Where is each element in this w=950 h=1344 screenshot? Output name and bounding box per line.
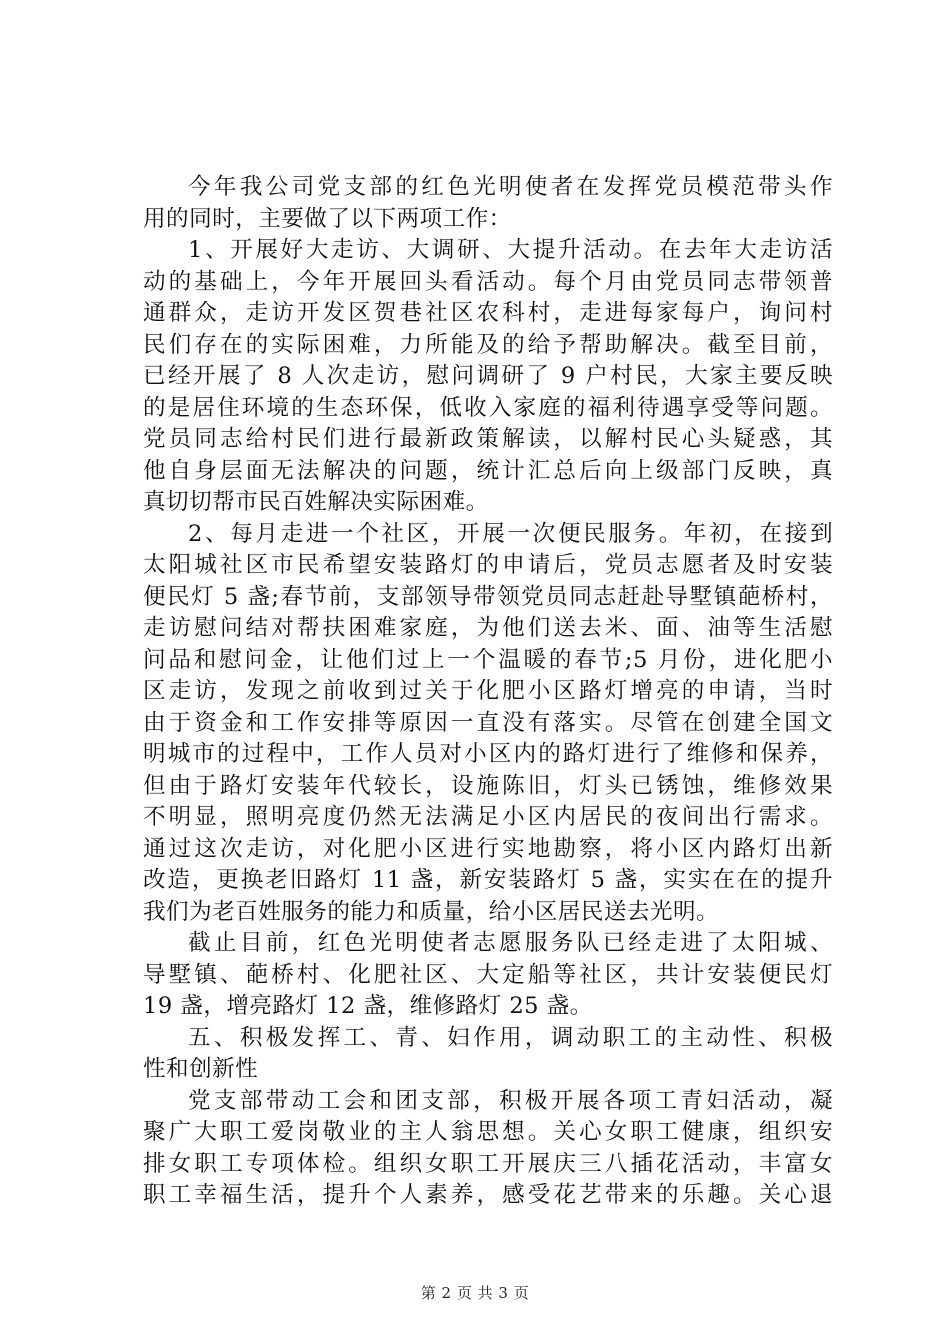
text-line: 党员同志给村民们进行最新政策解读，以解村民心头疑惑，其 — [143, 426, 833, 452]
text-line: 2、每月走进一个社区，开展一次便民服务。年初，在接到 — [188, 520, 833, 547]
text-line: 通过这次走访，对化肥小区进行实地勘察，将小区内路灯出新 — [143, 835, 833, 862]
text-line: 截止目前，红色光明使者志愿服务队已经走进了太阳城、 — [188, 930, 833, 956]
text-line: 但由于路灯安装年代较长，设施陈旧，灯头已锈蚀，维修效果 — [143, 772, 833, 799]
text-line: 今年我公司党支部的红色光明使者在发挥党员模范带头作 — [188, 174, 833, 200]
text-line: 的是居住环境的生态环保，低收入家庭的福利待遇享受等问题。 — [143, 394, 833, 421]
text-line: 改造，更换老旧路灯 11 盏，新安装路灯 5 盏，实实在在的提升 — [143, 867, 833, 893]
text-line: 通群众，走访开发区贺巷社区农科村，走进每家每户，询问村 — [143, 300, 833, 326]
text-line: 区走访，发现之前收到过关于化肥小区路灯增亮的申请，当时 — [143, 678, 833, 704]
page-footer: 第 2 页 共 3 页 — [420, 1284, 530, 1302]
text-line: 聚广大职工爱岗敬业的主人翁思想。关心女职工健康，组织安 — [143, 1119, 833, 1145]
text-line: 导墅镇、葩桥村、化肥社区、大定船等社区，共计安装便民灯 — [143, 961, 833, 988]
text-line: 已经开展了 8 人次走访，慰问调研了 9 户村民，大家主要反映 — [143, 363, 833, 389]
text-line: 问品和慰问金，让他们过上一个温暖的春节;5 月份，进化肥小 — [143, 646, 833, 673]
text-line: 用的同时，主要做了以下两项工作： — [143, 205, 512, 232]
text-line: 我们为老百姓服务的能力和质量，给小区居民送去光明。 — [143, 898, 720, 925]
text-line: 五、积极发挥工、青、妇作用，调动职工的主动性、积极 — [188, 1024, 833, 1051]
text-line: 明城市的过程中，工作人员对小区内的路灯进行了维修和保养， — [143, 741, 833, 767]
text-line: 不明显，照明亮度仍然无法满足小区内居民的夜间出行需求。 — [143, 804, 833, 830]
text-line: 民们存在的实际困难，力所能及的给予帮助解决。截至目前， — [143, 331, 833, 358]
text-line: 职工幸福生活，提升个人素养，感受花艺带来的乐趣。关心退 — [143, 1182, 833, 1208]
text-line: 便民灯 5 盏;春节前，支部领导带领党员同志赶赴导墅镇葩桥村， — [143, 583, 833, 610]
text-line: 党支部带动工会和团支部，积极开展各项工青妇活动，凝 — [188, 1087, 833, 1114]
text-line: 19 盏，增亮路灯 12 盏，维修路灯 25 盏。 — [143, 993, 593, 1019]
text-line: 性和创新性 — [143, 1056, 259, 1082]
text-line: 太阳城社区市民希望安装路灯的申请后，党员志愿者及时安装 — [143, 552, 833, 578]
text-line: 1、开展好大走访、大调研、大提升活动。在去年大走访活 — [188, 237, 833, 263]
text-line: 走访慰问结对帮扶困难家庭，为他们送去米、面、油等生活慰 — [143, 615, 833, 641]
text-line: 真切切帮市民百姓解决实际困难。 — [143, 489, 489, 515]
body-text — [143, 172, 833, 1212]
text-line: 排女职工专项体检。组织女职工开展庆三八插花活动，丰富女 — [143, 1150, 833, 1177]
text-line: 由于资金和工作安排等原因一直没有落实。尽管在创建全国文 — [143, 709, 833, 736]
text-line: 他自身层面无法解决的问题，统计汇总后向上级部门反映，真 — [143, 457, 833, 484]
text-line: 动的基础上，今年开展回头看活动。每个月由党员同志带领普 — [143, 268, 833, 295]
